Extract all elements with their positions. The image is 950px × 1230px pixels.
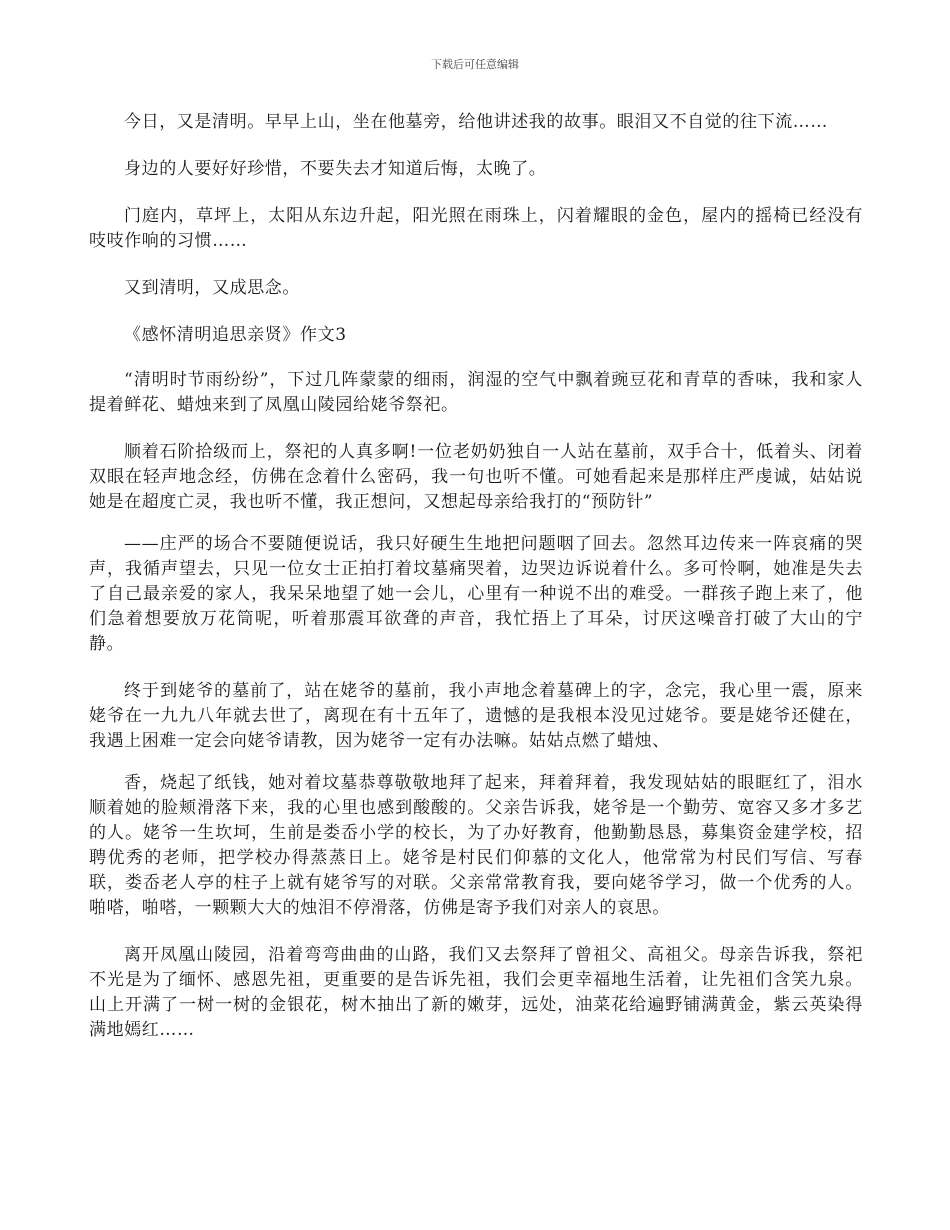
section-title: 《感怀清明追思亲贤》作文3 <box>124 325 347 345</box>
paragraph-7: ——庄严的场合不要随便说话，我只好硬生生地把问题咽了回去。忽然耳边传来一阵哀痛的哭声，我循声望去，只见一位女士正拍打着坟墓痛哭着，边哭边诉说着什么。多可怜啊，她准是失去了自己最亲爱的家人，我呆呆地望了她一会儿，心里有一种说不出的难受。一群孩子跑上来了，他们急着想要放万花筒呢，听着那震耳欲聋的声音，我忙捂上了耳朵，讨厌这噪音打破了大山的宁静。 <box>89 534 863 654</box>
paragraph-3: 门庭内，草坪上，太阳从东边升起，阳光照在雨珠上，闪着耀眼的金色，屋内的摇椅已经没有吱吱作响的习惯…… <box>89 206 863 251</box>
document-body <box>89 110 863 1043</box>
paragraph-6: 顺着石阶拾级而上，祭祀的人真多啊!一位老奶奶独自一人站在墓前，双手合十，低着头、闭着双眼在轻声地念经，仿佛在念着什么密码，我一句也听不懂。可她看起来是那样庄严虔诚，姑姑说她是在超度亡灵，我也听不懂，我正想问，又想起母亲给我打的“预防针” <box>89 442 863 512</box>
paragraph-5: “清明时节雨纷纷”，下过几阵蒙蒙的细雨，润湿的空气中飘着豌豆花和青草的香味，我和家人提着鲜花、蜡烛来到了凤凰山陵园给姥爷祭祀。 <box>89 370 863 415</box>
page-header: 下载后可任意编辑 <box>431 58 519 71</box>
paragraph-9: 香，烧起了纸钱，她对着坟墓恭尊敬敬地拜了起来，拜着拜着，我发现姑姑的眼眶红了，泪水顺着她的脸颊滑落下来，我的心里也感到酸酸的。父亲告诉我，姥爷是一个勤劳、宽容又多才多艺的人。姥爷一生坎坷，生前是娄岙小学的校长，为了办好教育，他勤勤恳恳，募集资金建学校，招聘优秀的老师，把学校办得蒸蒸日上。姥爷是村民们仰慕的文化人，他常常为村民们写信、写春联，娄岙老人亭的柱子上就有姥爷写的对联。父亲常常教育我，要向姥爷学习，做一个优秀的人。啪嗒，啪嗒，一颗颗大大的烛泪不停滑落，仿佛是寄予我们对亲人的哀思。 <box>89 773 863 918</box>
paragraph-10: 离开凤凰山陵园，沿着弯弯曲曲的山路，我们又去祭拜了曾祖父、高祖父。母亲告诉我，祭祀不光是为了缅怀、感恩先祖，更重要的是告诉先祖，我们会更幸福地生活着，让先祖们含笑九泉。山上开满了一树一树的金银花，树木抽出了新的嫩芽，远处，油菜花给遍野铺满黄金，紫云英染得满地嫣红…… <box>89 945 863 1040</box>
paragraph-1: 今日，又是清明。早早上山，坐在他墓旁，给他讲述我的故事。眼泪又不自觉的往下流…… <box>124 112 828 132</box>
paragraph-8: 终于到姥爷的墓前了，站在姥爷的墓前，我小声地念着墓碑上的字，念完，我心里一震，原来姥爷在一九九八年就去世了，离现在有十五年了，遗憾的是我根本没见过姥爷。要是姥爷还健在，我遇上困难一定会向姥爷请教，因为姥爷一定有办法嘛。姑姑点燃了蜡烛、 <box>89 681 863 751</box>
paragraph-4: 又到清明，又成思念。 <box>124 278 300 298</box>
paragraph-2: 身边的人要好好珍惜，不要失去才知道后悔，太晚了。 <box>124 159 547 179</box>
